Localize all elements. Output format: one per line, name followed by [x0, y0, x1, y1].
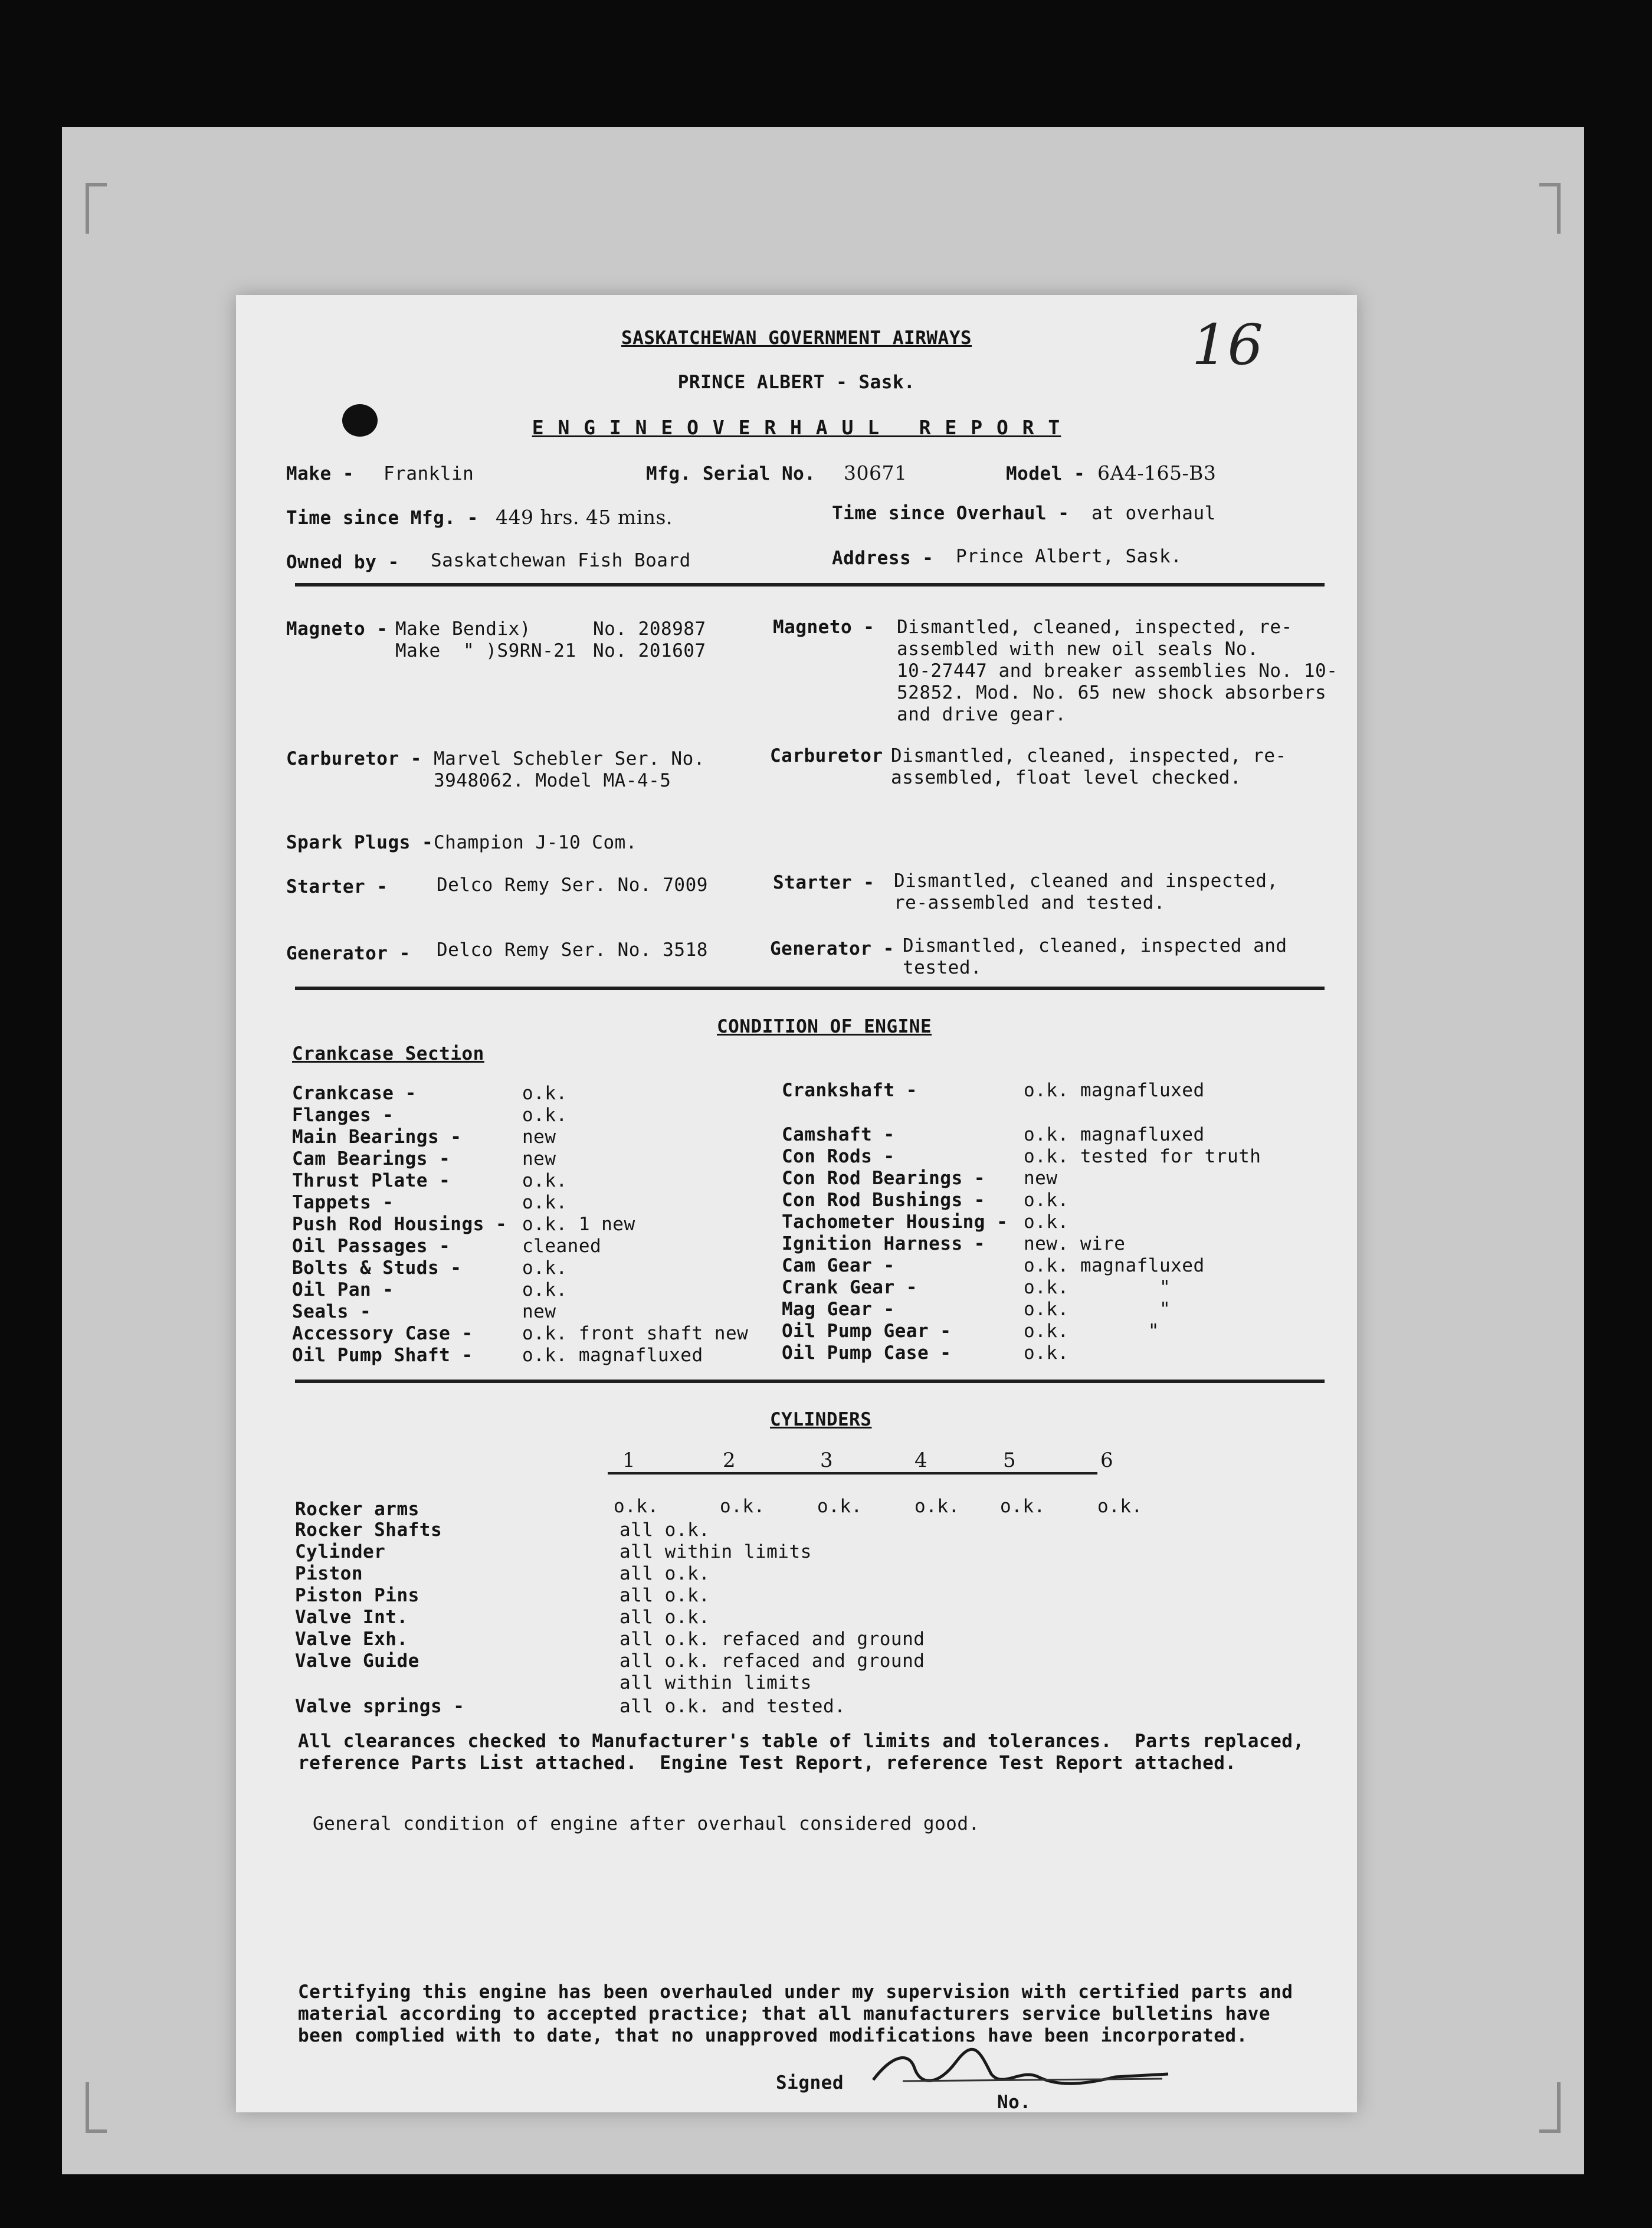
starter-value: Delco Remy Ser. No. 7009 [437, 874, 708, 896]
model-value: 6A4-165-B3 [1097, 461, 1217, 484]
cylinders-heading: CYLINDERS [770, 1409, 872, 1430]
engine-part-label: Oil Pump Case - [782, 1342, 952, 1364]
crankcase-item-value: o.k. [522, 1105, 568, 1126]
starter-work-label: Starter - [773, 872, 875, 893]
crankcase-item-value: o.k. 1 new [522, 1214, 635, 1235]
cylinder-row-label: Rocker Shafts [295, 1519, 442, 1541]
engine-part-value: o.k. [1024, 1342, 1069, 1364]
carburetor-work-1: Dismantled, cleaned, inspected, re- [891, 745, 1287, 766]
engine-part-value: o.k. " [1024, 1277, 1171, 1298]
crankcase-item-value: cleaned [522, 1236, 602, 1257]
magneto-work-label: Magneto - [773, 617, 875, 638]
certification-2: material according to accepted practice; that all manufacturers service bulletins have [298, 2003, 1271, 2024]
clearances-note-1: All clearances checked to Manufacturer's table of limits and tolerances. Parts replaced, [298, 1731, 1304, 1752]
engine-part-label: Crankshaft - [782, 1080, 917, 1101]
engine-part-value: new [1024, 1168, 1058, 1189]
cylinder-row-value: all o.k. and tested. [620, 1696, 846, 1717]
crankcase-item-label: Cam Bearings - [292, 1148, 451, 1169]
carburetor-work-label: Carburetor [770, 745, 883, 766]
certification-3: been complied with to date, that no unapproved modifications have been incorporated. [298, 2025, 1248, 2046]
cylinder-row-label: Valve Exh. [295, 1629, 408, 1650]
spark-plugs-label: Spark Plugs - [286, 832, 434, 853]
address-label: Address - [832, 548, 934, 569]
crankcase-item-label: Accessory Case - [292, 1323, 473, 1344]
clearances-note-2: reference Parts List attached. Engine Test Report, reference Test Report attached. [298, 1752, 1237, 1774]
engine-part-value: o.k. " [1024, 1299, 1171, 1320]
number-label: No. [997, 2092, 1031, 2113]
engine-part-label: Con Rod Bearings - [782, 1168, 985, 1189]
divider-1 [295, 583, 1325, 587]
condition-heading: CONDITION OF ENGINE [717, 1016, 932, 1037]
cylinder-row-value: all within limits [620, 1672, 812, 1693]
cylinder-row-value: all o.k. refaced and ground [620, 1650, 925, 1672]
generator-value: Delco Remy Ser. No. 3518 [437, 939, 708, 961]
crankcase-item-label: Bolts & Studs - [292, 1257, 462, 1279]
crankcase-item-label: Push Rod Housings - [292, 1214, 507, 1235]
engine-part-value: o.k. magnafluxed [1024, 1080, 1205, 1101]
engine-part-label: Tachometer Housing - [782, 1211, 1008, 1233]
time-since-mfg-label: Time since Mfg. - [286, 507, 478, 529]
signature [867, 2044, 1174, 2098]
engine-part-label: Oil Pump Gear - [782, 1321, 952, 1342]
cylinder-numbers-underline [608, 1472, 1097, 1475]
starter-work-2: re-assembled and tested. [894, 892, 1165, 913]
report-title: E N G I N E O V E R H A U L R E P O R T [532, 416, 1061, 439]
cylinder-row-label: Valve Int. [295, 1607, 408, 1628]
serial-value: 30671 [844, 461, 907, 484]
engine-part-value: new. wire [1024, 1233, 1126, 1254]
cylinder-row-label: Piston [295, 1563, 363, 1584]
crankcase-item-value: new [522, 1148, 556, 1169]
cylinder-number: 4 [914, 1449, 928, 1472]
engine-part-value: o.k. [1024, 1211, 1069, 1233]
engine-part-label: Mag Gear - [782, 1299, 895, 1320]
cylinder-row-value: all o.k. refaced and ground [620, 1629, 925, 1650]
crop-mark-bottom-left [86, 2082, 107, 2133]
cylinder-row-value: all o.k. [620, 1519, 710, 1541]
cylinder-row-label: Valve springs - [295, 1696, 465, 1717]
time-since-overhaul-label: Time since Overhaul - [832, 503, 1070, 524]
cylinder-row-value: all o.k. [620, 1585, 710, 1606]
page-number: 16 [1192, 313, 1263, 378]
magneto-no-1: No. 208987 [593, 618, 706, 640]
cylinder-row-value: all o.k. [620, 1607, 710, 1628]
carburetor-value-2: 3948062. Model MA-4-5 [434, 770, 671, 791]
make-label: Make - [286, 463, 354, 484]
address-value: Prince Albert, Sask. [956, 546, 1182, 567]
divider-2 [295, 987, 1325, 990]
model-label: Model - [1006, 463, 1086, 484]
crankcase-item-value: o.k. [522, 1083, 568, 1104]
rocker-arm-value: o.k. [720, 1496, 765, 1517]
rocker-arms-label: Rocker arms [295, 1499, 419, 1520]
owned-by-value: Saskatchewan Fish Board [431, 550, 691, 571]
crankcase-item-label: Tappets - [292, 1192, 394, 1213]
signed-label: Signed [776, 2072, 844, 2093]
carburetor-work-2: assembled, float level checked. [891, 767, 1242, 788]
magneto-work-2: assembled with new oil seals No. [897, 638, 1259, 660]
cylinder-row-label: Piston Pins [295, 1585, 419, 1606]
starter-label: Starter - [286, 876, 388, 897]
rocker-arm-value: o.k. [614, 1496, 659, 1517]
starter-work-1: Dismantled, cleaned and inspected, [894, 870, 1279, 892]
crankcase-item-value: o.k. [522, 1257, 568, 1279]
cylinder-row-value: all o.k. [620, 1563, 710, 1584]
crankcase-item-label: Flanges - [292, 1105, 394, 1126]
crankcase-item-label: Thrust Plate - [292, 1170, 451, 1191]
engine-part-value: o.k. tested for truth [1024, 1146, 1261, 1167]
spark-plugs-value: Champion J-10 Com. [434, 832, 637, 853]
time-since-mfg-value: 449 hrs. 45 mins. [496, 506, 673, 529]
carburetor-label: Carburetor - [286, 748, 422, 769]
crop-mark-bottom-right [1539, 2082, 1561, 2133]
cylinder-row-label: Valve Guide [295, 1650, 419, 1672]
magneto-work-4: 52852. Mod. No. 65 new shock absorbers [897, 682, 1327, 703]
crankcase-heading: Crankcase Section [292, 1043, 484, 1064]
engine-part-label: Con Rod Bushings - [782, 1190, 985, 1211]
crankcase-item-value: o.k. [522, 1192, 568, 1213]
location: PRINCE ALBERT - Sask. [677, 372, 916, 393]
certification-1: Certifying this engine has been overhauled under my supervision with certified parts and [298, 1981, 1293, 2003]
crankcase-item-value: o.k. [522, 1279, 568, 1300]
cylinder-row-label: Cylinder [295, 1541, 386, 1562]
engine-part-value: o.k. magnafluxed [1024, 1255, 1205, 1276]
crankcase-item-label: Crankcase - [292, 1083, 417, 1104]
cylinder-number: 2 [723, 1449, 736, 1472]
serial-label: Mfg. Serial No. [646, 463, 816, 484]
crankcase-item-label: Main Bearings - [292, 1126, 462, 1148]
magneto-label: Magneto - [286, 618, 388, 640]
org-name: SASKATCHEWAN GOVERNMENT AIRWAYS [621, 327, 972, 349]
cylinder-number: 5 [1003, 1449, 1017, 1472]
engine-part-label: Ignition Harness - [782, 1233, 985, 1254]
crankcase-item-value: new [522, 1301, 556, 1322]
magneto-no-2: No. 201607 [593, 640, 706, 661]
magneto-make-2: Make " )S9RN-21 [395, 640, 576, 661]
engine-part-value: o.k. " [1024, 1321, 1159, 1342]
engine-part-label: Crank Gear - [782, 1277, 917, 1298]
crop-mark-top-right [1539, 183, 1561, 234]
crankcase-item-value: new [522, 1126, 556, 1148]
generator-work-1: Dismantled, cleaned, inspected and [903, 935, 1287, 956]
crankcase-item-label: Oil Pump Shaft - [292, 1345, 473, 1366]
engine-part-value: o.k. [1024, 1190, 1069, 1211]
generator-work-label: Generator - [770, 938, 894, 959]
overhaul-report-sheet [236, 295, 1357, 2112]
crankcase-item-value: o.k. [522, 1170, 568, 1191]
crankcase-item-label: Oil Passages - [292, 1236, 451, 1257]
cylinder-number: 1 [622, 1449, 636, 1472]
magneto-work-1: Dismantled, cleaned, inspected, re- [897, 617, 1293, 638]
engine-part-label: Camshaft - [782, 1124, 895, 1145]
crop-mark-top-left [86, 183, 107, 234]
time-since-overhaul-value: at overhaul [1092, 503, 1216, 524]
engine-part-label: Con Rods - [782, 1146, 895, 1167]
engine-part-label: Cam Gear - [782, 1255, 895, 1276]
magneto-work-3: 10-27447 and breaker assemblies No. 10- [897, 660, 1338, 681]
carburetor-value-1: Marvel Schebler Ser. No. [434, 748, 705, 769]
generator-label: Generator - [286, 943, 411, 964]
owned-by-label: Owned by - [286, 552, 399, 573]
make-value: Franklin [384, 463, 474, 484]
crankcase-item-value: o.k. front shaft new [522, 1323, 749, 1344]
engine-part-value: o.k. magnafluxed [1024, 1124, 1205, 1145]
cylinder-row-value: all within limits [620, 1541, 812, 1562]
crankcase-item-value: o.k. magnafluxed [522, 1345, 703, 1366]
cylinder-number: 3 [820, 1449, 834, 1472]
divider-3 [295, 1380, 1325, 1383]
rocker-arm-value: o.k. [1097, 1496, 1143, 1517]
magneto-make-1: Make Bendix) [395, 618, 531, 640]
general-condition: General condition of engine after overhaul considered good. [313, 1813, 980, 1834]
rocker-arm-value: o.k. [914, 1496, 960, 1517]
rocker-arm-value: o.k. [817, 1496, 863, 1517]
cylinder-number: 6 [1100, 1449, 1114, 1472]
crankcase-item-label: Oil Pan - [292, 1279, 394, 1300]
rocker-arm-value: o.k. [1000, 1496, 1045, 1517]
crankcase-item-label: Seals - [292, 1301, 372, 1322]
magneto-work-5: and drive gear. [897, 704, 1067, 725]
generator-work-2: tested. [903, 957, 982, 978]
